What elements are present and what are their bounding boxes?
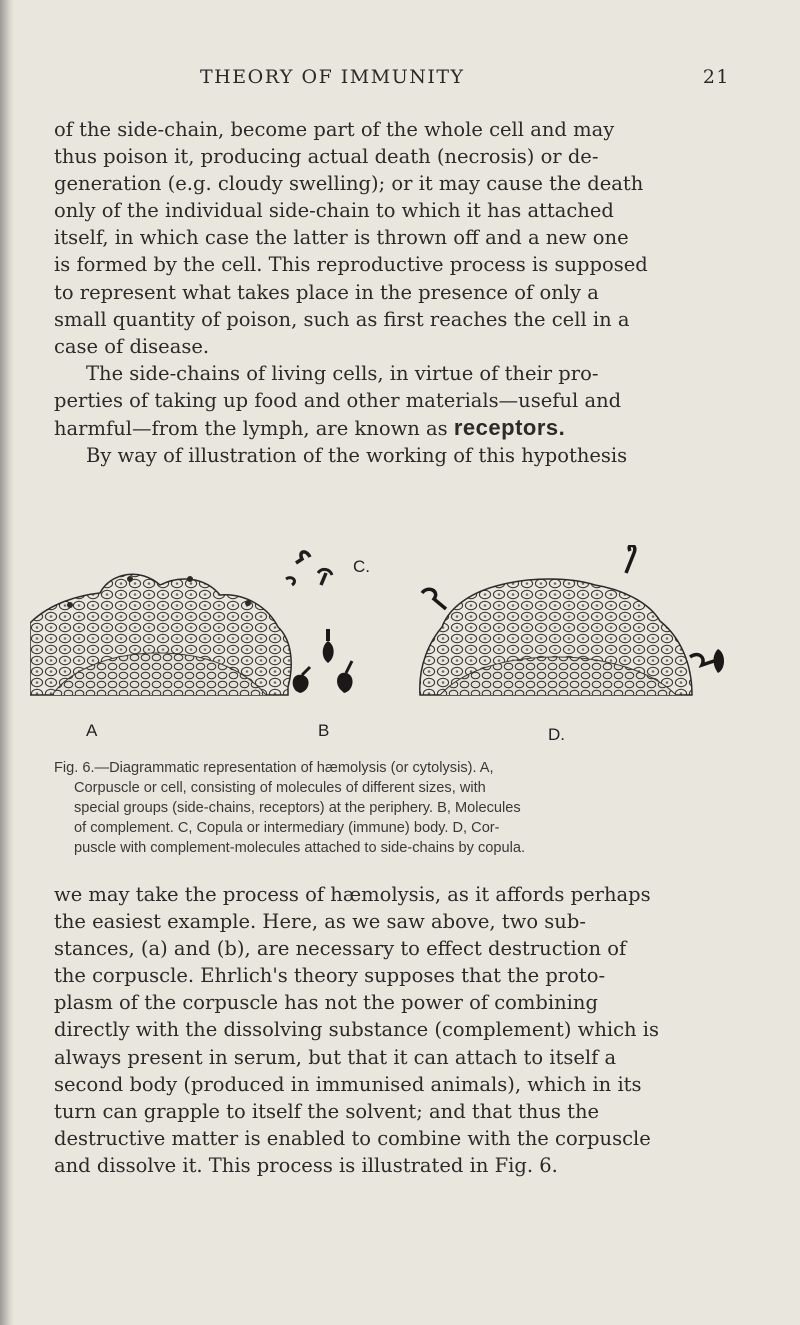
figure-label-c: C. [353,557,370,576]
text-line: is formed by the cell. This reproductive process is supposed [54,253,648,277]
text-line: always present in serum, but that it can attach to itself a [54,1045,617,1069]
caption-line: special groups (side-chains, receptors) at the periphery. B, Molecules [74,800,521,816]
text-line: of the side-chain, become part of the whole cell and may [54,118,615,141]
text-line: and dissolve it. This process is illustrated in Fig. 6. [54,1153,558,1177]
text-line: case of disease. [54,334,210,358]
text-line: itself, in which case the latter is thrown off and a new one [54,226,629,250]
figure-label-b: B [318,721,330,740]
figure-label-a: A [86,721,98,740]
term-receptors: receptors. [453,415,566,441]
figure-6 [30,545,730,760]
text-line: the easiest example. Here, as we saw above, two sub- [54,910,586,934]
text-line: small quantity of poison, such as first reaches the cell in a [54,307,630,331]
text-line: we may take the process of hæmolysis, as it affords perhaps [54,883,651,906]
copula-c [286,552,332,585]
figure-caption [54,758,734,858]
text-run: harmful—from the lymph, are known as [54,417,454,441]
text-line: destructive matter is enabled to combine with the corpuscle [54,1126,651,1150]
text-line: By way of illustration of the working of this hypothesis [86,444,628,468]
text-line [54,414,734,442]
text-line: second body (produced in immunised animals), which in its [54,1072,642,1096]
text-line: turn can grapple to itself the solvent; and that thus the [54,1099,600,1123]
text-line: plasm of the corpuscle has not the power of combining [54,991,598,1015]
caption-line: Fig. 6.—Diagrammatic representation of hæmolysis (or cytolysis). A, [54,760,494,776]
text-line: generation (e.g. cloudy swelling); or it may cause the death [54,172,644,196]
paragraph-receptors [54,360,734,469]
text-line: the corpuscle. Ehrlich's theory supposes that the proto- [54,964,606,988]
text-line: to represent what takes place in the presence of only a [54,280,599,304]
corpuscle-d [420,545,724,695]
caption-line: of complement. C, Copula or intermediary (immune) body. D, Cor- [74,820,500,836]
running-head [90,66,730,96]
page-gutter [0,0,14,1325]
caption-line: puscle with complement-molecules attached to side-chains by copula. [74,840,526,856]
paragraph-side-chain [54,116,734,360]
text-line: stances, (a) and (b), are necessary to effect destruction of [54,937,627,961]
complement-molecules-b [293,629,353,693]
caption-line: Corpuscle or cell, consisting of molecules of different sizes, with [74,780,486,796]
text-line: The side-chains of living cells, in virtue of their pro- [86,362,599,385]
text-line: perties of taking up food and other materials—useful and [54,389,622,413]
text-line: thus poison it, producing actual death (necrosis) or de- [54,145,599,169]
paragraph-haemolysis [54,881,734,1179]
running-head-title: THEORY OF IMMUNITY [200,66,465,88]
haemolysis-diagram [30,545,730,760]
text-line: directly with the dissolving substance (complement) which is [54,1018,660,1042]
text-line: only of the individual side-chain to which it has attached [54,199,614,223]
corpuscle-a [30,574,291,695]
page-number: 21 [702,66,730,88]
figure-label-d: D. [548,725,565,744]
